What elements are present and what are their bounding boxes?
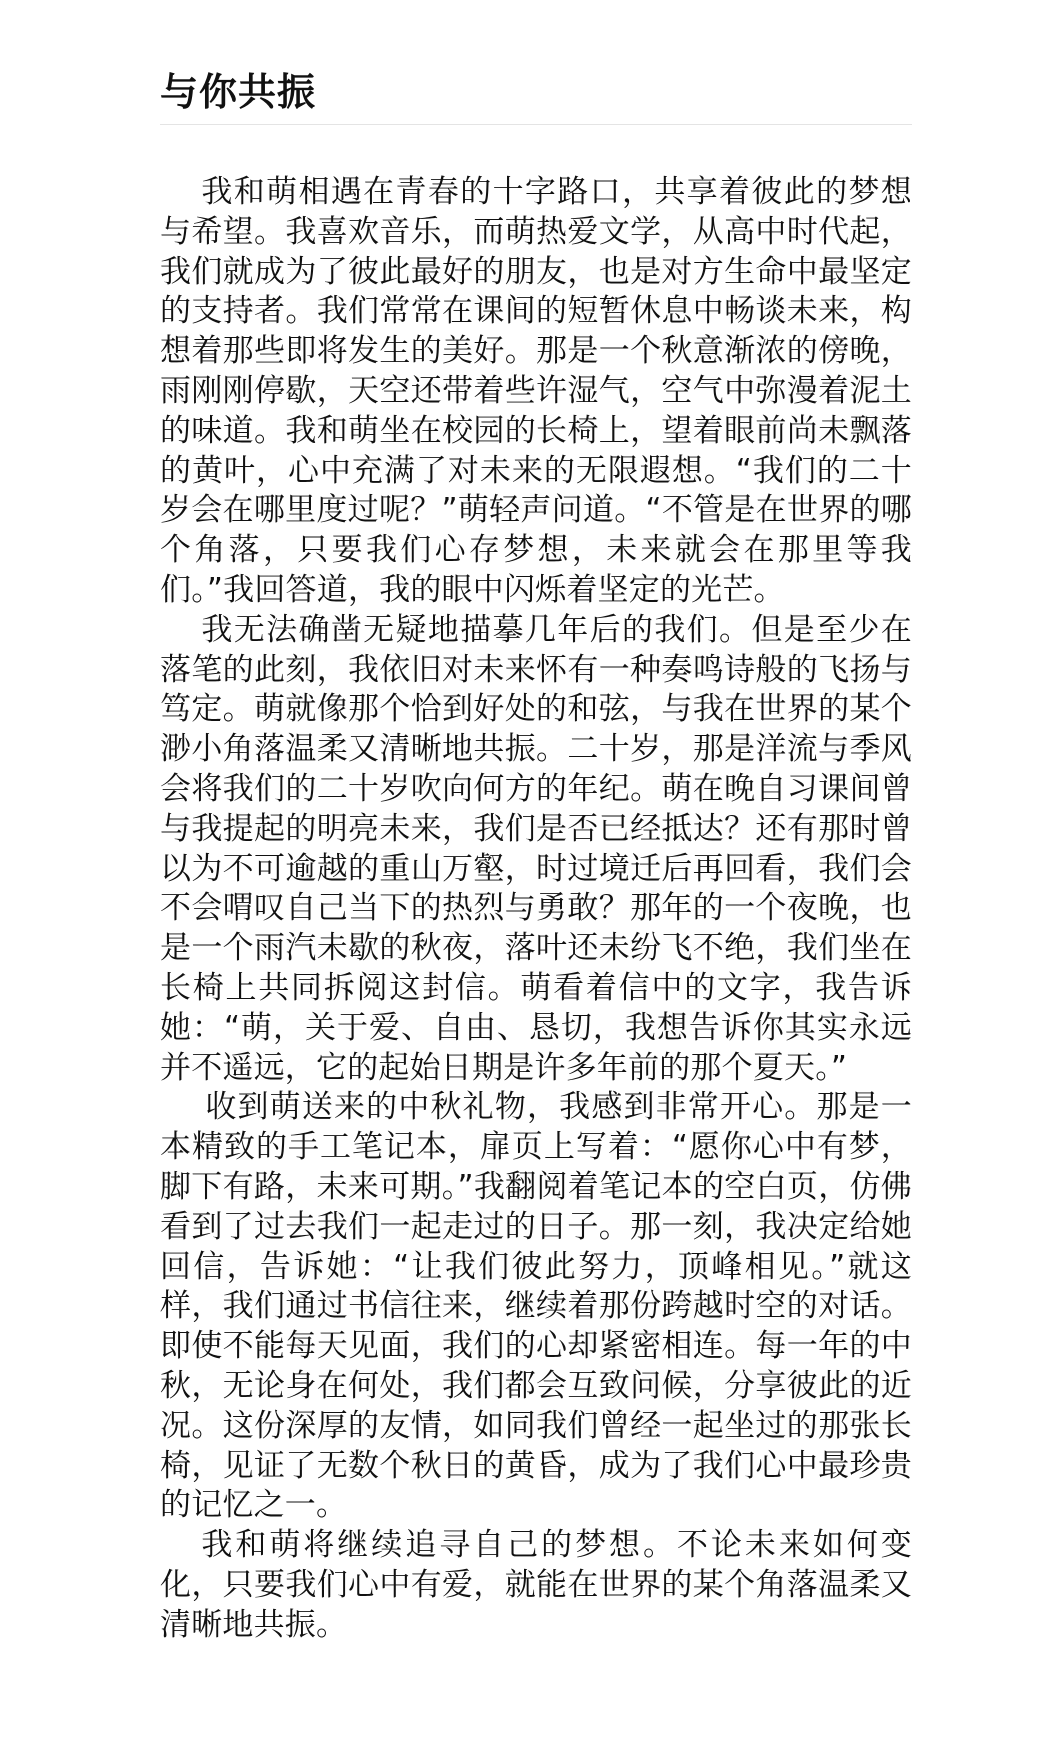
paragraph-4: 我和萌将继续追寻自己的梦想。不论未来如何变化，只要我们心中有爱，就能在世界的某个角落温柔又清晰地共振。 [160,1527,912,1643]
paragraph-2: 我无法确凿无疑地描摹几年后的我们。但是至少在落笔的此刻，我依旧对未来怀有一种奏鸣诗般的飞扬与笃定。萌就像那个恰到好处的和弦，与我在世界的某个渺小角落温柔又清晰地共振。二十岁，那是洋流与季风会将我们的二十岁吹向何方的年纪。萌在晚自习课间曾与我提起的明亮未来，我们是否已经抵达？还有那时曾以为不可逾越的重山万壑，时过境迁后再回看，我们会不会喟叹自己当下的热烈与勇敢？那年的一个夜晚，也是一个雨汽未歇的秋夜，落叶还未纷飞不绝，我们坐在长椅上共同拆阅这封信。萌看着信中的文字，我告诉她：“萌，关于爱、自由、恳切，我想告诉你其实永远并不遥远，它的起始日期是许多年前的那个夏天。” [160,611,912,1086]
article-body [160,173,912,1645]
article-title: 与你共振 [160,66,912,125]
article [160,66,912,1645]
paragraph-1: 我和萌相遇在青春的十字路口，共享着彼此的梦想与希望。我喜欢音乐，而萌热爱文学，从高中时代起，我们就成为了彼此最好的朋友，也是对方生命中最坚定的支持者。我们常常在课间的短暂休息中畅谈未来，构想着那些即将发生的美好。那是一个秋意渐浓的傍晚，雨刚刚停歇，天空还带着些许湿气，空气中弥漫着泥土的味道。我和萌坐在校园的长椅上，望着眼前尚未飘落的黄叶，心中充满了对未来的无限遐想。“我们的二十岁会在哪里度过呢？”萌轻声问道。“不管是在世界的哪个角落，只要我们心存梦想，未来就会在那里等我们。”我回答道，我的眼中闪烁着坚定的光芒。 [160,174,912,608]
paragraph-3: 收到萌送来的中秋礼物，我感到非常开心。那是一本精致的手工笔记本，扉页上写着：“愿你心中有梦，脚下有路，未来可期。”我翻阅着笔记本的空白页，仿佛看到了过去我们一起走过的日子。那一刻，我决定给她回信，告诉她：“让我们彼此努力，顶峰相见。”就这样，我们通过书信往来，继续着那份跨越时空的对话。即使不能每天见面，我们的心却紧密相连。每一年的中秋，无论身在何处，我们都会互致问候，分享彼此的近况。这份深厚的友情，如同我们曾经一起坐过的那张长椅，见证了无数个秋日的黄昏，成为了我们心中最珍贵的记忆之一。 [160,1089,912,1524]
